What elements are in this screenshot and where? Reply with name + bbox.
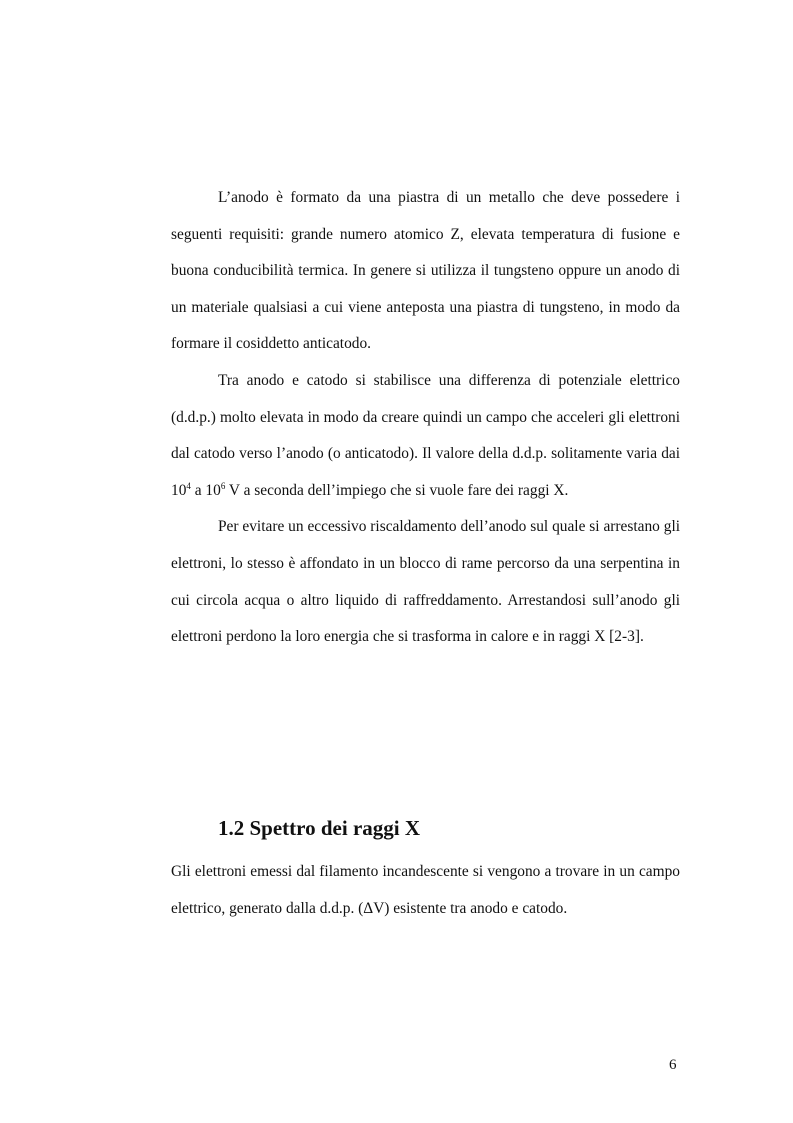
body-text-upper: [171, 180, 680, 656]
page-number: 6: [669, 1057, 677, 1073]
body-text-lower: [171, 854, 680, 927]
paragraph-2-text-before: Tra anodo e catodo si stabilisce una differenza di potenziale elettrico (d.d.p.) molto elevata in modo da creare quindi un campo che acceleri gli elettroni dal catodo verso l’anodo (o anticatodo). Il valore della d.d.p. solitamente varia dai: [171, 371, 680, 463]
power-base-2: 10: [205, 481, 221, 499]
exponent-2: 6: [220, 480, 226, 491]
section-heading: 1.2 Spettro dei raggi X: [218, 816, 421, 840]
paragraph-anode-description: L’anodo è formato da una piastra di un metallo che deve possedere i seguenti requisiti: grande numero atomico Z, elevata temperatura di fusione e buona conducibilità termica. In genere si utilizza il tungsteno oppure un anodo di un materiale qualsiasi a cui viene anteposta una piastra di tungsteno, in modo da formare il cosiddetto anticatodo.: [171, 189, 680, 353]
paragraph-2-text-after: V a seconda dell’impiego che si vuole fare dei raggi X.: [225, 481, 569, 499]
paragraph-2-text-middle: a: [190, 481, 206, 499]
paragraph-anode-cooling: Per evitare un eccessivo riscaldamento dell’anodo sul quale si arrestano gli elettroni, lo stesso è affondato in un blocco di rame percorso da una serpentina in cui circola acqua o altro liquido di raffreddamento. Arrestandosi sull’anodo gli elettroni perdono la loro energia che si trasforma in calore e in raggi X [2-3].: [171, 518, 680, 646]
paragraph-potential-difference: [171, 363, 680, 509]
exponent-1: 4: [186, 480, 191, 491]
paragraph-electron-emission: Gli elettroni emessi dal filamento incandescente si vengono a trovare in un campo elettrico, generato dalla d.d.p. (ΔV) esistente tra anodo e catodo.: [171, 863, 680, 917]
power-base-1: 10: [171, 481, 187, 499]
